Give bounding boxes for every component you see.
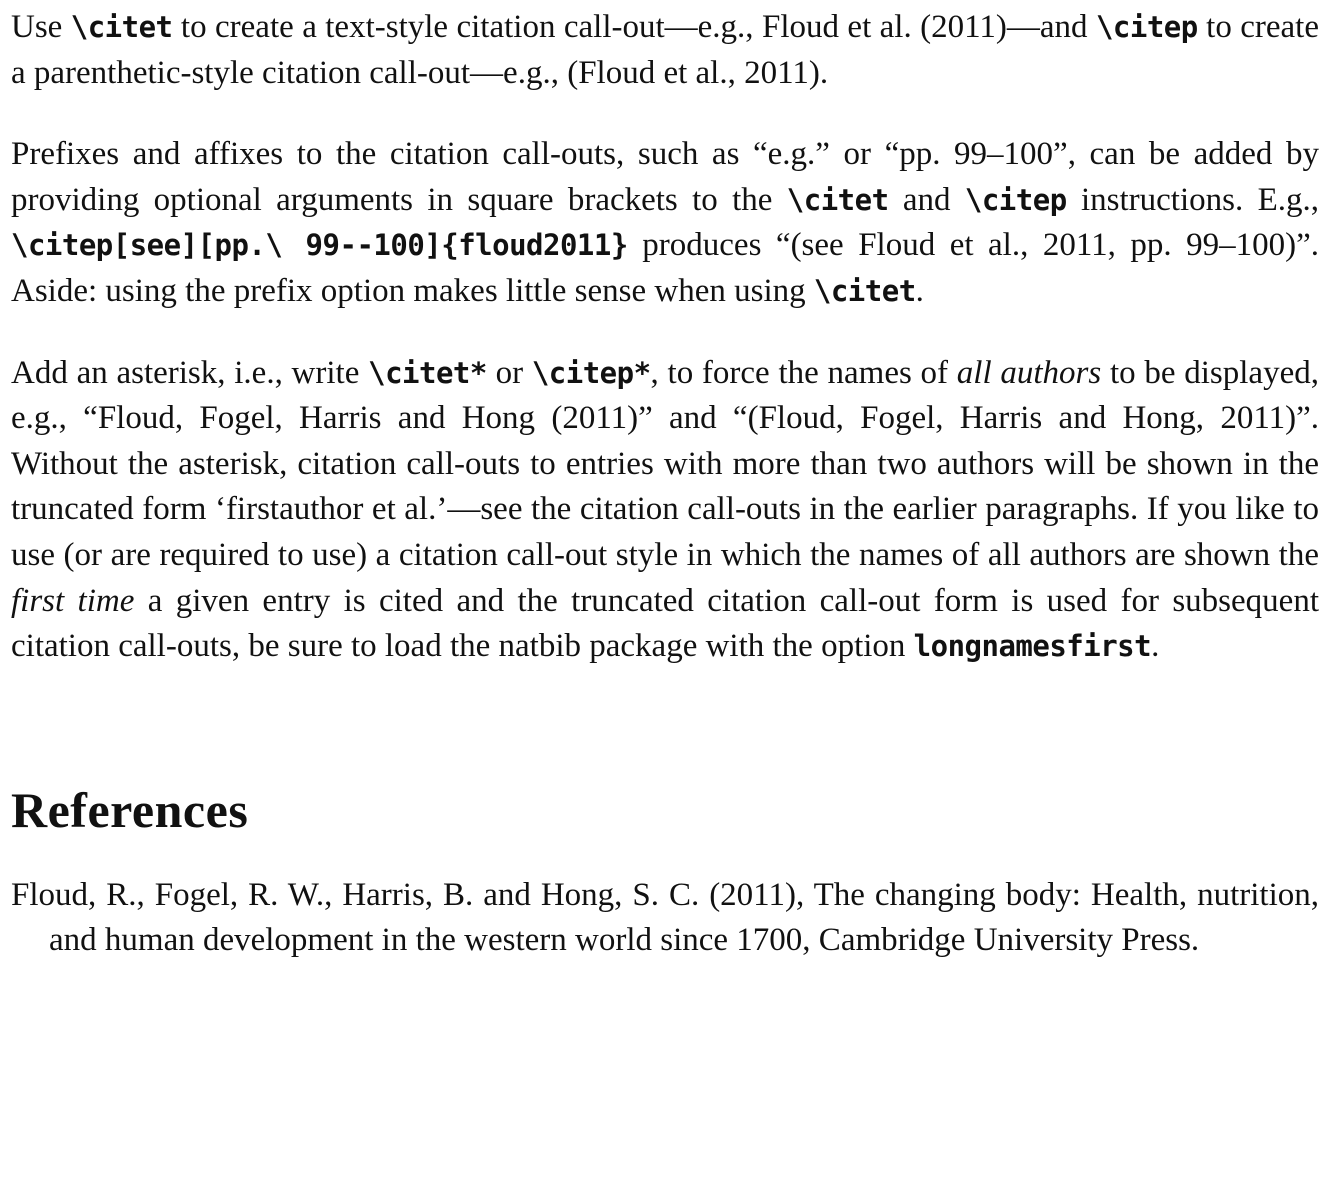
text-run: Add an asterisk, i.e., write (11, 354, 369, 391)
text-run: , to force the names of (650, 354, 957, 391)
text-run: instructions. E.g., (1066, 181, 1319, 218)
text-run: a given entry is cited and the truncated citation call-out form is used for subsequent citation call-outs, be sure to load the natbib package with the option (11, 582, 1319, 665)
code-citet: \citet (786, 182, 889, 217)
text-run: and (888, 181, 965, 218)
paragraph-prefixes-affixes (11, 132, 1319, 314)
text-run: or (486, 354, 532, 391)
code-citep: \citep (964, 182, 1067, 217)
text-run: Prefixes and affixes to the citation call-outs, such as “e.g.” or “pp. 99–100”, can be added by providing optional arguments in square brackets to the (11, 136, 1319, 218)
code-longnamesfirst: longnamesfirst (913, 629, 1152, 664)
text-run: to create a parenthetic-style citation call-out—e.g., (Floud et al., 2011). (11, 9, 1319, 91)
text-run: produces “(see Floud et al., 2011, pp. 99–100)”. Aside: using the prefix option makes little sense when using (11, 227, 1319, 309)
reference-entry: Floud, R., Fogel, R. W., Harris, B. and Hong, S. C. (2011), The changing body: Health, nutrition, and human development in the western world since 1700, Cambridge University Press. (11, 876, 1319, 958)
paragraph-asterisk (11, 351, 1319, 670)
text-run: to create a text-style citation call-out—e.g., Floud et al. (2011)—and (172, 9, 1096, 45)
code-citet: \citet (70, 10, 173, 44)
references-heading: References (11, 781, 249, 838)
emphasis-all-authors: all authors (956, 354, 1102, 391)
code-example: \citep[see][pp.\ 99--100]{floud2011} (11, 228, 628, 263)
text-run: . (1151, 628, 1160, 665)
emphasis-first-time: first time (11, 582, 135, 619)
text-run: . (915, 272, 924, 309)
text-run: Use (11, 9, 71, 45)
document-page (11, 5, 1319, 963)
paragraph-citet-citep (11, 5, 1319, 96)
code-citet: \citet (813, 273, 916, 308)
code-citep: \citep (1095, 10, 1198, 44)
text-run: to be displayed, e.g., “Floud, Fogel, Harris and Hong (2011)” and “(Floud, Fogel, Harris and Hong, 2011)”. Without the asterisk, citation call-outs to entries with more than two authors will be shown in the truncated form ‘firstauthor et al.’—see the citation call-outs in the earlier paragraphs. If you like to use (or are required to use) a citation call-out style in which the names of all authors are shown the (11, 354, 1319, 573)
code-citet-star: \citet* (368, 355, 487, 390)
code-citep-star: \citep* (531, 355, 651, 390)
